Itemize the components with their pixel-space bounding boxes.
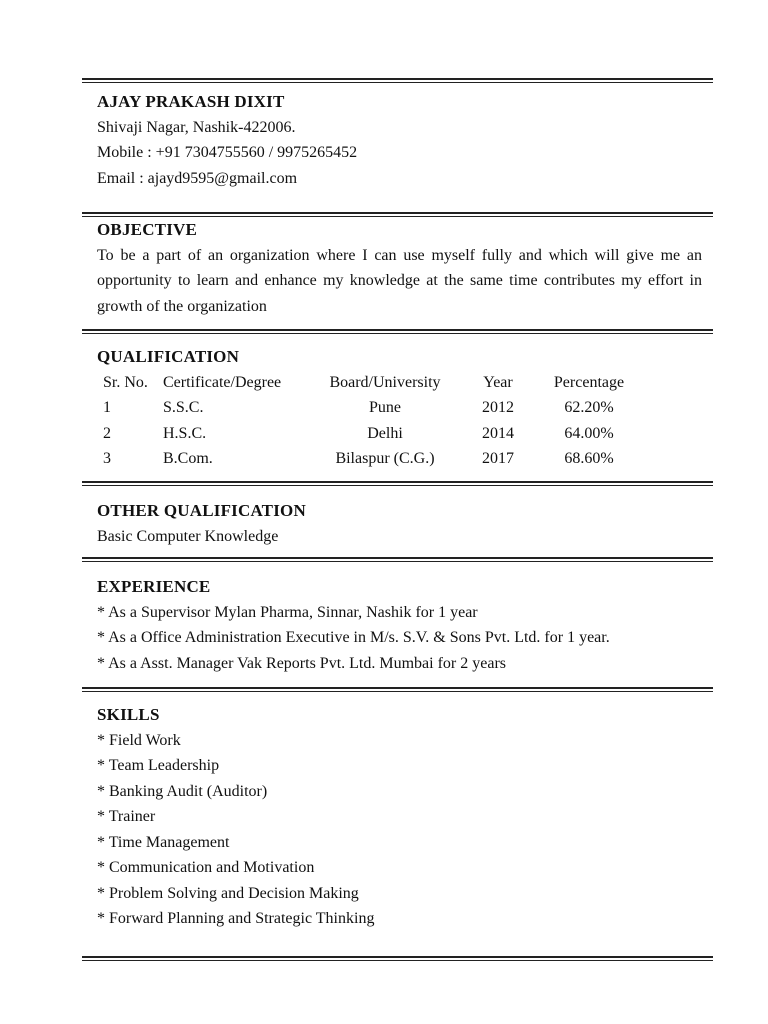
section-divider xyxy=(82,956,713,961)
objective-section xyxy=(97,217,707,319)
list-item: * As a Asst. Manager Vak Reports Pvt. Ltd. Mumbai for 2 years xyxy=(97,654,506,672)
table-row xyxy=(103,421,639,447)
table-cell: 1 xyxy=(103,399,111,416)
section-divider xyxy=(82,557,713,562)
table-header-row xyxy=(103,370,639,396)
list-item: * Team Leadership xyxy=(97,757,220,774)
list-item: * Communication and Motivation xyxy=(97,859,315,876)
experience-section xyxy=(97,574,707,676)
table-cell: 2014 xyxy=(482,424,514,442)
list-item: * Problem Solving and Decision Making xyxy=(97,884,359,902)
email-text: Email : ajayd9595@gmail.com xyxy=(97,169,298,187)
column-header: Certificate/Degree xyxy=(163,373,282,391)
qualification-section xyxy=(97,344,707,472)
column-header: Board/University xyxy=(329,373,441,391)
header-section xyxy=(97,89,707,191)
table-cell: Pune xyxy=(369,399,401,416)
table-row xyxy=(103,395,639,421)
list-item: * As a Supervisor Mylan Pharma, Sinnar, Nashik for 1 year xyxy=(97,603,478,621)
experience-heading: EXPERIENCE xyxy=(97,577,211,596)
table-cell: 3 xyxy=(103,450,111,467)
candidate-name: AJAY PRAKASH DIXIT xyxy=(97,92,285,111)
skills-heading: SKILLS xyxy=(97,705,160,724)
section-divider xyxy=(82,481,713,486)
list-item: * Forward Planning and Strategic Thinking xyxy=(97,910,375,927)
qualification-table xyxy=(103,370,639,472)
table-cell: 64.00% xyxy=(564,424,614,442)
table-cell: S.S.C. xyxy=(163,399,204,416)
list-item: * Banking Audit (Auditor) xyxy=(97,782,268,800)
list-item: * Trainer xyxy=(97,808,156,825)
list-item: * Field Work xyxy=(97,731,181,749)
column-header: Percentage xyxy=(553,373,625,391)
other-qualification-heading: OTHER QUALIFICATION xyxy=(97,501,306,520)
table-cell: 2012 xyxy=(482,399,514,416)
other-qualification-text: Basic Computer Knowledge xyxy=(97,527,279,545)
address-text: Shivaji Nagar, Nashik-422006. xyxy=(97,118,296,136)
section-divider xyxy=(82,329,713,334)
column-header: Sr. No. xyxy=(103,373,148,391)
column-header: Year xyxy=(483,373,513,391)
table-row xyxy=(103,446,639,472)
table-cell: 68.60% xyxy=(564,450,614,467)
table-cell: 2 xyxy=(103,424,111,442)
skills-section xyxy=(97,702,707,932)
table-cell: B.Com. xyxy=(163,450,213,467)
table-cell: Bilaspur (C.G.) xyxy=(335,450,435,467)
list-item: * As a Office Administration Executive in M/s. S.V. & Sons Pvt. Ltd. for 1 year. xyxy=(97,629,610,646)
mobile-text: Mobile : +91 7304755560 / 9975265452 xyxy=(97,144,358,161)
qualification-heading: QUALIFICATION xyxy=(97,347,240,366)
objective-text: To be a part of an organization where I can use myself fully and which will give me an opportunity to learn and enhance my knowledge at the same time contributes my effort in growth of the organization xyxy=(97,246,702,315)
list-item: * Time Management xyxy=(97,833,230,851)
table-cell: Delhi xyxy=(367,424,403,442)
table-cell: 62.20% xyxy=(564,399,614,416)
section-divider xyxy=(82,78,713,83)
other-qualification-section xyxy=(97,498,707,549)
section-divider xyxy=(82,687,713,692)
table-cell: H.S.C. xyxy=(163,424,207,442)
objective-heading: OBJECTIVE xyxy=(97,220,198,239)
table-cell: 2017 xyxy=(482,450,514,467)
